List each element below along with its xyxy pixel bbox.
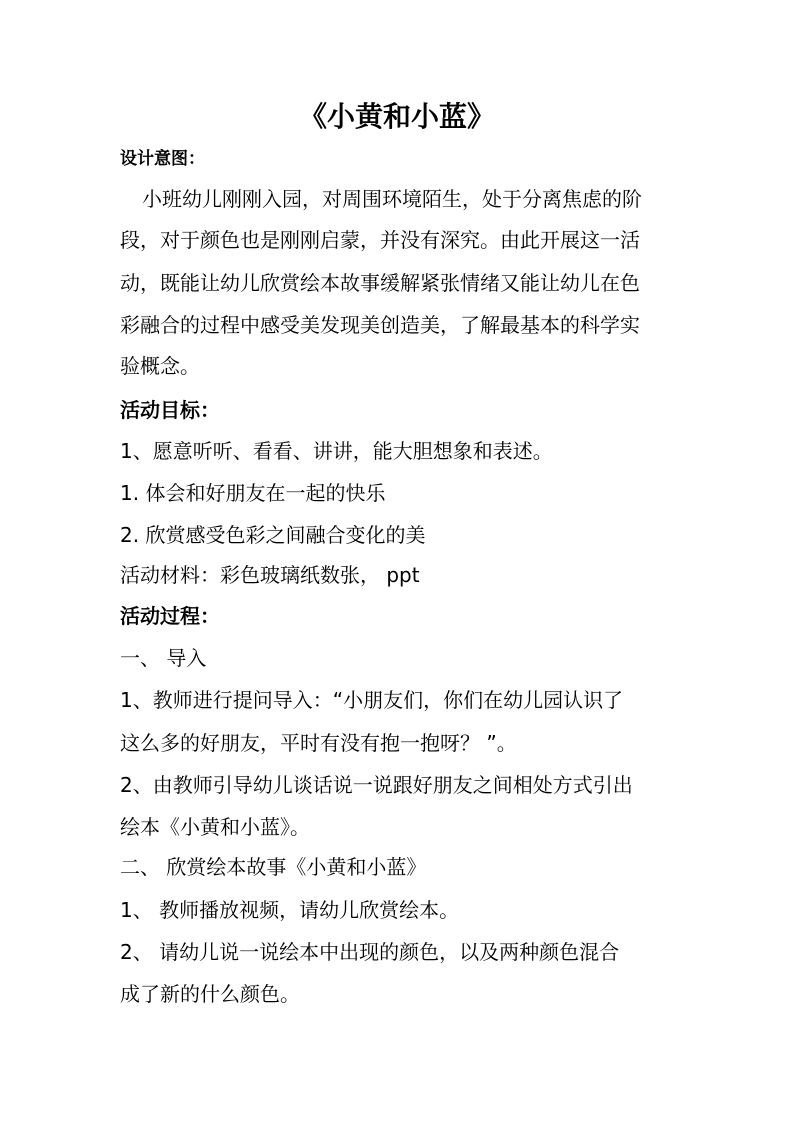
process-section-2-step-1: 1、 教师播放视频，请幼儿欣赏绘本。 [120, 898, 460, 922]
process-step-1-line-1: 1、教师进行提问导入：“小朋友们，你们在幼儿园认识了 [120, 688, 624, 712]
activity-materials: 活动材料：彩色玻璃纸数张， ppt [120, 563, 420, 587]
design-intent-line-4: 彩融合的过程中感受美发现美创造美，了解最基本的科学实 [120, 313, 640, 337]
process-section-2-step-2-line-1: 2、 请幼儿说一说绘本中出现的颜色，以及两种颜色混合 [120, 940, 620, 964]
design-intent-line-3: 动，既能让幼儿欣赏绘本故事缓解紧张情绪又能让幼儿在色 [120, 271, 640, 295]
process-section-2-title: 二、 欣赏绘本故事《小黄和小蓝》 [120, 855, 427, 879]
activity-goal-3: 2. 欣赏感受色彩之间融合变化的美 [120, 523, 426, 547]
process-step-2-line-1: 2、由教师引导幼儿谈话说一说跟好朋友之间相处方式引出 [120, 773, 633, 797]
process-section-2-step-2-line-2: 成了新的什么颜色。 [120, 982, 300, 1006]
design-intent-heading: 设计意图： [120, 149, 205, 169]
process-step-1-line-2: 这么多的好朋友，平时有没有抱一抱呀？ ”。 [120, 731, 517, 755]
activity-goals-heading: 活动目标： [120, 398, 220, 422]
design-intent-line-2: 段，对于颜色也是刚刚启蒙，并没有深究。由此开展这一活 [120, 228, 640, 252]
design-intent-line-1: 小班幼儿刚刚入园，对周围环境陌生，处于分离焦虑的阶 [142, 187, 642, 211]
process-section-1-title: 一、 导入 [120, 646, 207, 670]
design-intent-line-5: 验概念。 [120, 354, 200, 378]
process-step-2-line-2: 绘本《小黄和小蓝》。 [120, 815, 310, 839]
activity-goal-1: 1、愿意听听、看看、讲讲，能大胆想象和表述。 [120, 439, 553, 463]
activity-process-heading: 活动过程： [120, 604, 220, 628]
activity-goal-2: 1. 体会和好朋友在一起的快乐 [120, 481, 386, 505]
document-title: 《小黄和小蓝》 [298, 100, 495, 133]
